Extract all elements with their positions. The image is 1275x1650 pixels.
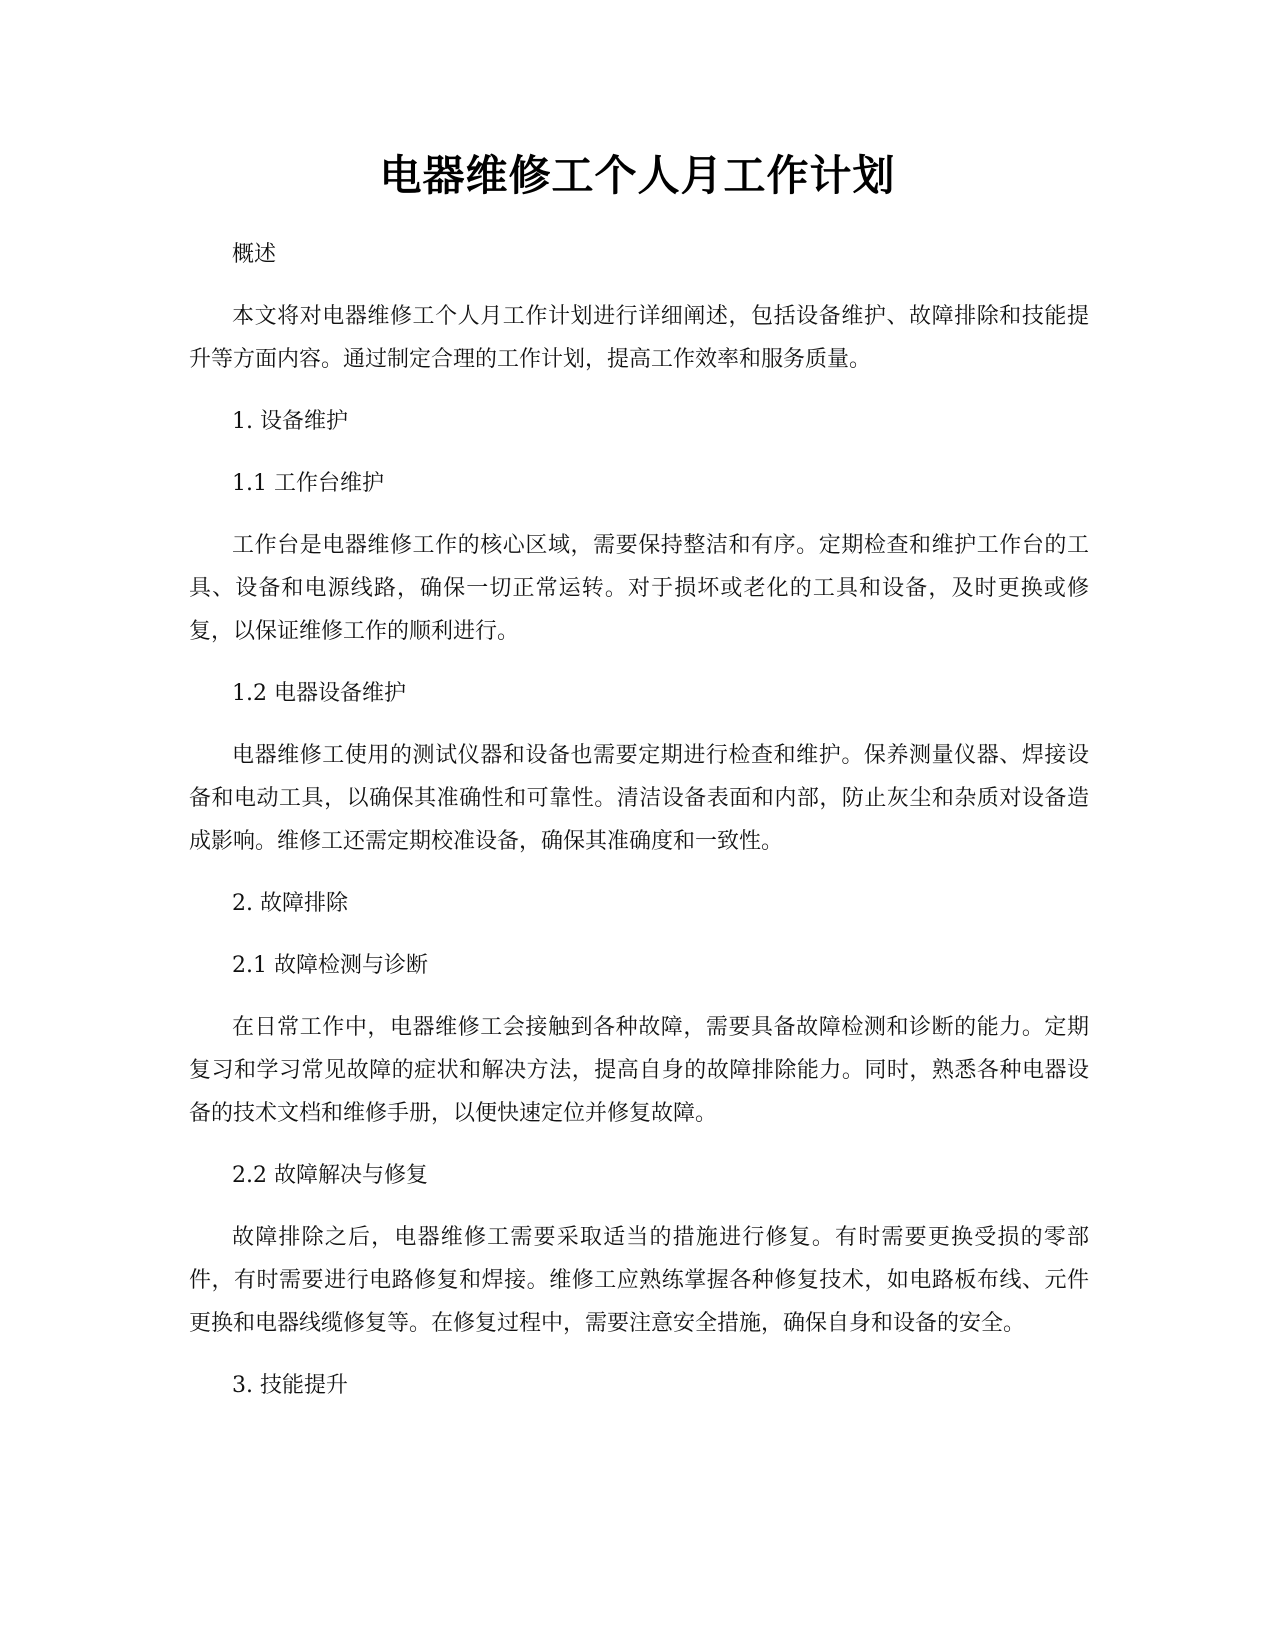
subsection-heading-fault-repair: 2.2 故障解决与修复 (232, 1163, 428, 1188)
document-body (189, 233, 1089, 1426)
subsection-heading-device-maintenance: 1.2 电器设备维护 (232, 681, 406, 706)
paragraph-workbench: 工作台是电器维修工作的核心区域，需要保持整洁和有序。定期检查和维护工作台的工具、设备和电源线路，确保一切正常运转。对于损坏或老化的工具和设备，及时更换或修复，以保证维修工作的顺利进行。 (189, 533, 1089, 644)
section-heading-skill-improvement: 3. 技能提升 (232, 1373, 348, 1398)
section-heading-troubleshooting: 2. 故障排除 (232, 891, 348, 916)
section-heading-overview: 概述 (232, 242, 277, 267)
section-heading-equipment-maintenance: 1. 设备维护 (232, 409, 348, 434)
paragraph-fault-repair: 故障排除之后，电器维修工需要采取适当的措施进行修复。有时需要更换受损的零部件，有时需要进行电路修复和焊接。维修工应熟练掌握各种修复技术，如电路板布线、元件更换和电器线缆修复等。在修复过程中，需要注意安全措施，确保自身和设备的安全。 (189, 1225, 1089, 1336)
document-title: 电器维修工个人月工作计划 (379, 151, 896, 200)
paragraph-fault-diagnosis: 在日常工作中，电器维修工会接触到各种故障，需要具备故障检测和诊断的能力。定期复习和学习常见故障的症状和解决方法，提高自身的故障排除能力。同时，熟悉各种电器设备的技术文档和维修手册，以便快速定位并修复故障。 (189, 1015, 1089, 1126)
paragraph-overview: 本文将对电器维修工个人月工作计划进行详细阐述，包括设备维护、故障排除和技能提升等方面内容。通过制定合理的工作计划，提高工作效率和服务质量。 (189, 304, 1089, 372)
subsection-heading-workbench: 1.1 工作台维护 (232, 471, 384, 496)
paragraph-device-maintenance: 电器维修工使用的测试仪器和设备也需要定期进行检查和维护。保养测量仪器、焊接设备和电动工具，以确保其准确性和可靠性。清洁设备表面和内部，防止灰尘和杂质对设备造成影响。维修工还需定期校准设备，确保其准确度和一致性。 (189, 743, 1089, 854)
subsection-heading-fault-diagnosis: 2.1 故障检测与诊断 (232, 953, 428, 978)
